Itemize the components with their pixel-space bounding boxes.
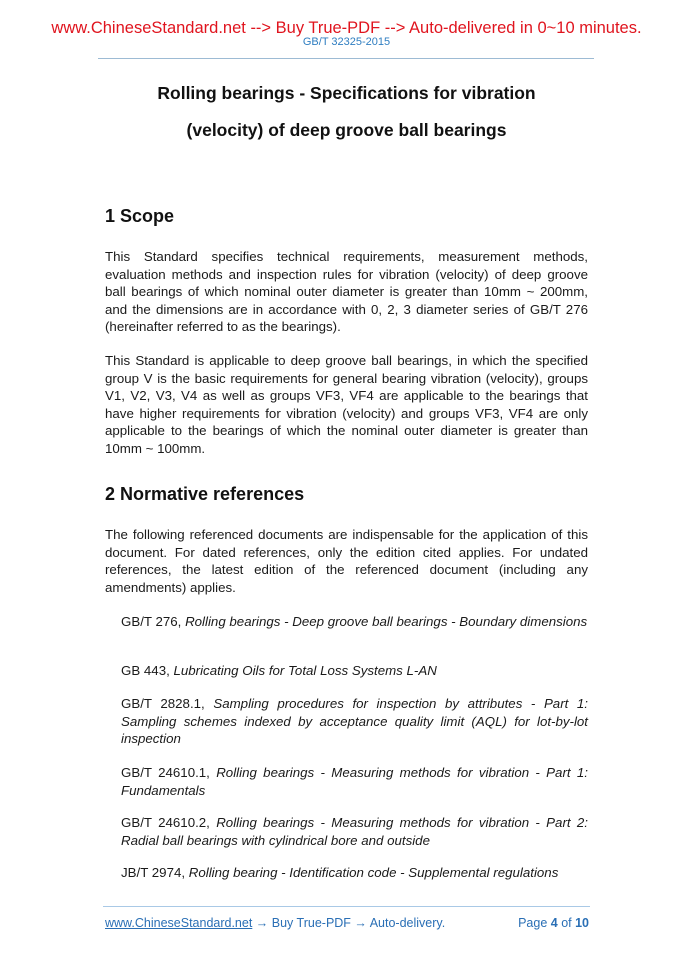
reference-item: GB 443, Lubricating Oils for Total Loss Systems L-AN	[121, 663, 437, 678]
page-indicator: Page 4 of 10	[518, 916, 589, 930]
header-rule	[98, 58, 594, 59]
watermark-banner: www.ChineseStandard.net --> Buy True-PDF --> Auto-delivered in 0~10 minutes.	[51, 19, 642, 37]
standard-code: GB/T 32325-2015	[302, 36, 391, 48]
scope-paragraph-1: This Standard specifies technical requirements, measurement methods, evaluation methods and inspection rules for vibration (velocity) of deep groove ball bearings of which nominal outer diameter is greater than 10mm ~ 200mm, and the dimensions are in accordance with 0, 2, 3 diameter series of GB/T 276 (hereinafter referred to as the bearings).	[105, 249, 588, 334]
reference-item: GB/T 276, Rolling bearings - Deep groove ball bearings - Boundary dimensions	[121, 614, 588, 629]
references-intro-paragraph: The following referenced documents are indispensable for the application of this document. For dated references, only the edition cited applies. For undated references, the latest edition of the referenced document (including any amendments) applies.	[105, 527, 588, 595]
document-title-line-1: Rolling bearings - Specifications for vibration	[157, 83, 536, 103]
reference-item: GB/T 24610.1, Rolling bearings - Measuring methods for vibration - Part 1: Fundamentals	[121, 765, 588, 798]
document-title-line-2: (velocity) of deep groove ball bearings	[186, 120, 507, 140]
footer-site-link[interactable]: www.ChineseStandard.net	[105, 916, 253, 930]
reference-item: JB/T 2974, Rolling bearing - Identification code - Supplemental regulations	[121, 865, 559, 880]
reference-item: GB/T 2828.1, Sampling procedures for inspection by attributes - Part 1: Sampling schemes indexed by acceptance quality limit (AQL) for lot-by-lot inspection	[121, 696, 588, 746]
scope-paragraph-2: This Standard is applicable to deep groove ball bearings, in which the specified group V is the basic requirements for general bearing vibration (velocity), groups V1, V2, V3, V4 as well as groups VF3, VF4 are applicable to the bearings that have higher requirements for vibration (velocity) and groups VF3, VF4 are only applicable to the bearings of which the nominal outer diameter is greater than 10mm ~ 100mm.	[105, 353, 588, 456]
page-footer	[105, 915, 589, 931]
current-page: 4	[550, 916, 558, 930]
section-heading-normative-references: 2 Normative references	[105, 484, 305, 504]
footer-rule	[103, 906, 590, 907]
total-pages: 10	[575, 916, 589, 930]
section-heading-scope: 1 Scope	[105, 206, 175, 226]
reference-item: GB/T 24610.2, Rolling bearings - Measuring methods for vibration - Part 2: Radial ball bearings with cylindrical bore and outside	[121, 815, 588, 848]
footer-promo: www.ChineseStandard.net → Buy True-PDF → Auto-delivery.	[105, 916, 446, 930]
